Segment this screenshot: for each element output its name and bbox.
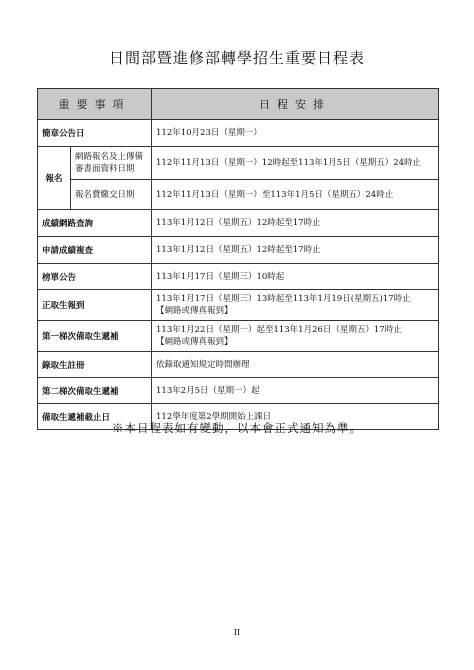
registration-group-label: 報名 xyxy=(38,147,71,210)
schedule-table xyxy=(37,88,439,430)
change-notice: ※本日程表如有變動，以本會正式通知為準。 xyxy=(112,421,362,435)
table-row xyxy=(38,147,439,180)
row-item: 正取生報到 xyxy=(38,290,152,321)
row-item: 第二梯次備取生遞補 xyxy=(38,378,152,404)
table-row xyxy=(38,352,439,378)
page-number: II xyxy=(233,628,241,637)
table-header-row xyxy=(38,89,439,120)
header-schedule: 日程安排 xyxy=(152,89,439,120)
row-schedule: 112學年度第2學期開始上課日 xyxy=(152,404,439,430)
row-schedule xyxy=(152,290,439,321)
row-item: 錄取生註冊 xyxy=(38,352,152,378)
table-row xyxy=(38,210,439,237)
row-schedule: 112年11月13日（星期一）12時起至113年1月5日（星期五）24時止 xyxy=(152,147,439,180)
row-item: 成績網路查詢 xyxy=(38,210,152,237)
schedule-line: 【網路或傳真報到】 xyxy=(156,306,233,316)
row-schedule: 112年11月13日（星期一）至113年1月5日（星期五）24時止 xyxy=(152,180,439,210)
table-row xyxy=(38,120,439,147)
row-schedule: 113年1月17日（星期三）10時起 xyxy=(152,264,439,290)
schedule-line: 113年1月17日（星期三）13時起至113年1月19日(星期五)17時止 xyxy=(156,294,411,304)
schedule-line: 113年1月22日（星期一）起至113年1月26日（星期五）17時止 xyxy=(156,325,402,335)
row-item: 網路報名及上傳備審書面資料日期 xyxy=(71,147,152,180)
row-schedule: 112年10月23日（星期一） xyxy=(152,120,439,147)
row-item: 第一梯次備取生遞補 xyxy=(38,321,152,352)
table-row xyxy=(38,264,439,290)
table-row xyxy=(38,180,439,210)
row-item: 榜單公告 xyxy=(38,264,152,290)
row-item: 簡章公告日 xyxy=(38,120,152,147)
row-schedule: 113年1月12日（星期五）12時起至17時止 xyxy=(152,210,439,237)
header-item: 重要事項 xyxy=(38,89,152,120)
row-item: 申請成績複查 xyxy=(38,237,152,264)
table-row xyxy=(38,321,439,352)
row-schedule: 113年2月5日（星期一）起 xyxy=(152,378,439,404)
table-row xyxy=(38,378,439,404)
table-row xyxy=(38,290,439,321)
row-schedule: 依錄取通知規定時間辦理 xyxy=(152,352,439,378)
document-title: 日間部暨進修部轉學招生重要日程表 xyxy=(108,49,365,67)
row-item: 報名費繳交日期 xyxy=(71,180,152,210)
row-schedule xyxy=(152,321,439,352)
table-row xyxy=(38,237,439,264)
schedule-line: 【網路或傳真報到】 xyxy=(156,337,233,347)
row-item: 備取生遞補截止日 xyxy=(38,404,152,430)
row-schedule: 113年1月12日（星期五）12時起至17時止 xyxy=(152,237,439,264)
